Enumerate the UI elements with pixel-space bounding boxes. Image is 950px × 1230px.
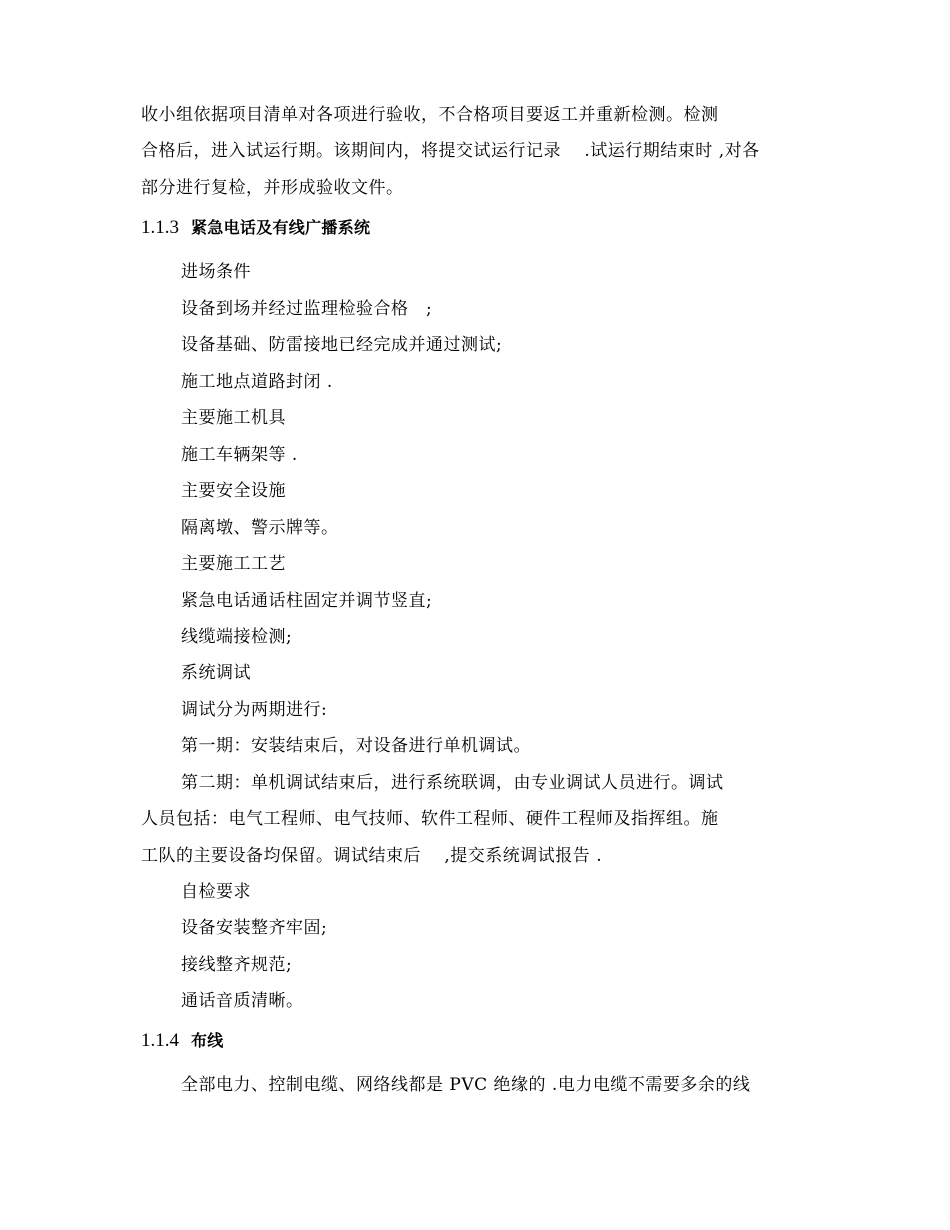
paragraph-line: 线缆端接检测; [181,627,293,647]
paragraph-line: 设备基础、防雷接地已经完成并通过测试; [181,335,503,355]
section-heading-1-1-3 [141,216,370,240]
intro-line: 部分进行复检，并形成验收文件。 [141,178,404,198]
paragraph-line: 通话音质清晰。 [181,991,304,1011]
paragraph-line: 施工地点道路封闭 . [181,372,333,392]
paragraph-line: 隔离墩、警示牌等。 [181,518,339,538]
paragraph-line: 系统调试 [181,663,251,683]
section-title: 紧急电话及有线广播系统 [191,218,371,237]
section-number: 1.1.3 [141,217,179,238]
intro-line: 收小组依据项目清单对各项进行验收，不合格项目要返工并重新检测。检测 [141,105,719,125]
paragraph-line: 工队的主要设备均保留。调试结束后 ,提交系统调试报告 . [141,846,603,866]
paragraph-line: 施工车辆架等 . [181,445,298,465]
intro-line: 合格后，进入试运行期。该期间内，将提交试运行记录 .试运行期结束时 ,对各 [141,141,760,161]
paragraph-line: 全部电力、控制电缆、网络线都是 PVC 绝缘的 .电力电缆不需要多余的线 [181,1075,751,1095]
paragraph-line: 主要施工工艺 [181,554,286,574]
paragraph-line: 紧急电话通话柱固定并调节竖直; [181,591,433,611]
paragraph-line: 第一期：安装结束后，对设备进行单机调试。 [181,736,531,756]
paragraph-line: 调试分为两期进行: [181,700,328,720]
section-number: 1.1.4 [141,1030,179,1051]
section-heading-1-1-4 [141,1029,224,1053]
paragraph-line: 设备到场并经过监理检验合格 ; [181,299,433,319]
paragraph-line: 自检要求 [181,882,251,902]
paragraph-line: 接线整齐规范; [181,955,293,975]
paragraph-line: 人员包括：电气工程师、电气技师、软件工程师、硬件工程师及指挥组。施 [141,809,719,829]
paragraph-line: 第二期：单机调试结束后，进行系统联调，由专业调试人员进行。调试 [181,773,724,793]
paragraph-line: 设备安装整齐牢固; [181,918,328,938]
paragraph-line: 进场条件 [181,262,251,282]
paragraph-line: 主要安全设施 [181,481,286,501]
paragraph-line: 主要施工机具 [181,408,286,428]
section-title: 布线 [191,1031,224,1050]
